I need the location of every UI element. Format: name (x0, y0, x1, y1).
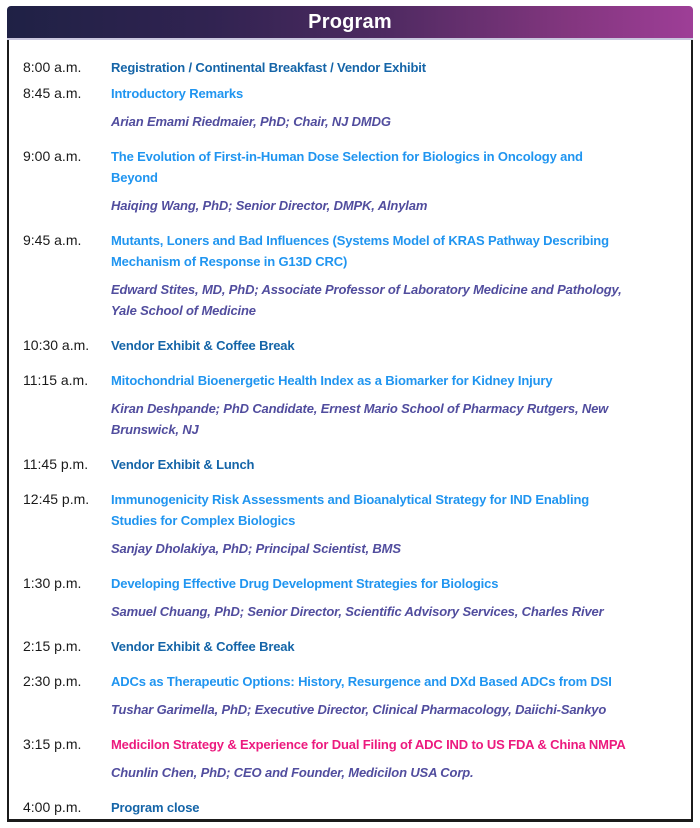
schedule-entry (23, 370, 691, 391)
session-title: Developing Effective Drug Development Strategies for Biologics (111, 576, 499, 591)
time-spacer (23, 538, 111, 559)
speaker-row (23, 398, 691, 440)
schedule-box (7, 40, 693, 822)
break-title: Vendor Exhibit & Coffee Break (111, 639, 295, 654)
speaker-row (23, 699, 691, 720)
time-label: 11:45 p.m. (23, 456, 89, 472)
speaker-info: Chunlin Chen, PhD; CEO and Founder, Medicilon USA Corp. (111, 765, 474, 780)
schedule-entry (23, 146, 691, 188)
schedule-entry (23, 57, 691, 78)
program-header (7, 6, 693, 40)
session-title: Mutants, Loners and Bad Influences (Systems Model of KRAS Pathway Describing Mechanism of Response in G13D CRC) (111, 233, 609, 269)
session-title: Introductory Remarks (111, 86, 244, 101)
speaker-row (23, 195, 691, 216)
time-spacer (23, 195, 111, 216)
speaker-info: Samuel Chuang, PhD; Senior Director, Scientific Advisory Services, Charles River (111, 604, 604, 619)
speaker-row (23, 601, 691, 622)
break-title: Program close (111, 800, 200, 815)
speaker-info: Edward Stites, MD, PhD; Associate Professor of Laboratory Medicine and Pathology, Yale School of Medicine (111, 282, 622, 318)
speaker-info: Sanjay Dholakiya, PhD; Principal Scientist, BMS (111, 541, 401, 556)
break-title: Vendor Exhibit & Coffee Break (111, 338, 295, 353)
session-title: The Evolution of First-in-Human Dose Selection for Biologics in Oncology and Beyond (111, 149, 583, 185)
time-label: 2:15 p.m. (23, 638, 82, 654)
time-label: 8:45 a.m. (23, 85, 82, 101)
speaker-info: Haiqing Wang, PhD; Senior Director, DMPK, Alnylam (111, 198, 428, 213)
schedule-entry (23, 573, 691, 594)
schedule-entry (23, 797, 691, 818)
speaker-row (23, 538, 691, 559)
time-label: 12:45 p.m. (23, 491, 90, 507)
schedule-entry (23, 636, 691, 657)
speaker-row (23, 279, 691, 321)
time-spacer (23, 601, 111, 622)
page-title: Program (308, 10, 392, 33)
time-spacer (23, 279, 111, 321)
speaker-info: Arian Emami Riedmaier, PhD; Chair, NJ DMDG (111, 114, 391, 129)
time-label: 10:30 a.m. (23, 337, 90, 353)
time-spacer (23, 111, 111, 132)
schedule-entry (23, 83, 691, 104)
session-title: Immunogenicity Risk Assessments and Bioanalytical Strategy for IND Enabling Studies for Complex Biologics (111, 492, 590, 528)
time-label: 1:30 p.m. (23, 575, 82, 591)
time-label: 11:15 a.m. (23, 372, 89, 388)
speaker-info: Kiran Deshpande; PhD Candidate, Ernest Mario School of Pharmacy Rutgers, New Brunswick, NJ (111, 401, 609, 437)
time-label: 2:30 p.m. (23, 673, 82, 689)
session-title: ADCs as Therapeutic Options: History, Resurgence and DXd Based ADCs from DSI (111, 674, 612, 689)
speaker-row (23, 762, 691, 783)
time-label: 9:45 a.m. (23, 232, 82, 248)
time-spacer (23, 398, 111, 440)
schedule-entry (23, 454, 691, 475)
break-title: Registration / Continental Breakfast / Vendor Exhibit (111, 60, 426, 75)
schedule-entry (23, 734, 691, 755)
time-label: 8:00 a.m. (23, 59, 82, 75)
schedule-entry (23, 230, 691, 272)
session-title: Mitochondrial Bioenergetic Health Index as a Biomarker for Kidney Injury (111, 373, 553, 388)
time-label: 3:15 p.m. (23, 736, 82, 752)
schedule-entry (23, 489, 691, 531)
schedule-entry (23, 335, 691, 356)
time-spacer (23, 699, 111, 720)
break-title: Vendor Exhibit & Lunch (111, 457, 255, 472)
time-label: 4:00 p.m. (23, 799, 82, 815)
time-label: 9:00 a.m. (23, 148, 82, 164)
speaker-info: Tushar Garimella, PhD; Executive Director, Clinical Pharmacology, Daiichi-Sankyo (111, 702, 607, 717)
schedule-entry (23, 671, 691, 692)
time-spacer (23, 762, 111, 783)
speaker-row (23, 111, 691, 132)
highlight-title: Medicilon Strategy & Experience for Dual Filing of ADC IND to US FDA & China NMPA (111, 737, 626, 752)
